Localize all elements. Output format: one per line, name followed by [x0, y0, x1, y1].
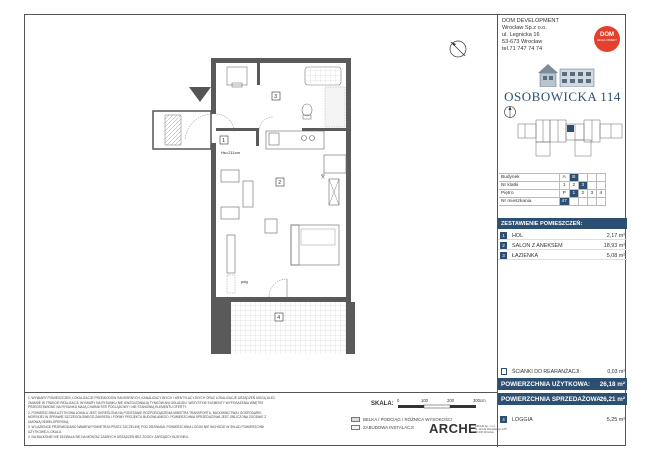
arche-contact: [475, 425, 507, 434]
floor-option-p: P: [559, 190, 569, 198]
room-name: SALON Z ANEKSEM: [512, 243, 563, 249]
note-item: 4. NA BALKONIE NIE ZEZWALA SIĘ NA MONTAŻ ŻADNYCH URZĄDZEŃ BEZ ZGODY ZARZĄDCY BUDYNKU.: [28, 435, 189, 439]
floor-plan-sheet: [24, 14, 626, 446]
staircase-option-2: 2: [569, 182, 578, 190]
sales-area-band: [498, 393, 627, 405]
loggia-row: [498, 414, 627, 425]
sales-area-value: 26,21 m²: [599, 396, 625, 403]
room-number: 2: [500, 242, 507, 249]
building-row: [499, 174, 605, 182]
sales-area-label: POWIERZCHNIA SPRZEDAŻOWA:: [501, 396, 603, 403]
developer-city: 53-673 Wrocław: [502, 39, 543, 45]
usable-area-band: [498, 378, 627, 390]
entrance-arrow: [189, 87, 211, 102]
washing-machine: [227, 67, 247, 85]
installation-zone: [325, 87, 345, 127]
floor-option-2: 2: [578, 190, 587, 198]
scale-tick: 300cm: [473, 398, 486, 403]
rearrangeable-walls-row: [498, 366, 627, 376]
room-label-2: [276, 178, 284, 186]
room-label-4: [275, 313, 283, 321]
svg-text:2: 2: [278, 180, 282, 187]
loggia-number: 4: [500, 416, 507, 423]
scale-tick: 0: [397, 398, 400, 403]
developer-logo: [594, 26, 620, 52]
walls-area: 0,03 m²: [607, 369, 625, 375]
plan-notes: [28, 396, 278, 441]
usable-area-value: 26,18 m²: [599, 381, 625, 388]
arche-logo-wordmark: ARCHE: [429, 421, 478, 436]
apartment-number-label: Nr mieszkania: [499, 198, 559, 206]
staircase-option-3: 3: [578, 182, 587, 190]
svg-text:3: 3: [274, 94, 278, 101]
arche-address: ul. Józefa Piłsudskiego 1/87: [475, 428, 508, 431]
floor-option-3: 3: [587, 190, 596, 198]
room-row: [498, 250, 627, 260]
rooms-summary-title: ZESTAWIENIE POMIESZCZEŃ:: [498, 218, 627, 229]
usable-area-label: POWIERZCHNIA UŻYTKOWA:: [501, 381, 590, 388]
toilet: [302, 104, 312, 116]
balcony-door: [269, 279, 287, 297]
developer-company: Wrocław Sp.z o.o.: [502, 25, 547, 31]
floor-option-4: 4: [596, 190, 605, 198]
apartment-number-row: [499, 198, 605, 206]
room-name: ŁAZIENKA: [512, 253, 539, 259]
floor-row: [499, 190, 605, 198]
arche-city: 00-000 Wrocław: [475, 431, 494, 434]
floor-option-1: 1: [569, 190, 578, 198]
developer-name: DOM DEVELOPMENT: [502, 18, 559, 24]
loggia-area: 5,25 m²: [606, 417, 625, 423]
developer-street: ul. Legnicka 16: [502, 32, 540, 38]
room-label-3: [272, 92, 280, 100]
room-label-1: [220, 136, 228, 144]
developer-contact: [502, 18, 559, 53]
legend-label: BELKA / PODCIĄG / RÓŻNICA WYSOKOŚCI: [363, 417, 453, 422]
floor-plan: [25, 15, 497, 392]
developer-logo-text: DOM: [600, 32, 614, 38]
info-panel: [498, 15, 627, 447]
room-row: [498, 240, 627, 250]
walls-swatch: [501, 368, 507, 375]
scale-bar: [397, 397, 497, 413]
room-number: 1: [500, 232, 507, 239]
legend-swatch: [351, 425, 360, 430]
room-row: [498, 230, 627, 240]
door-note: pdg: [241, 279, 248, 284]
building-label: Budynek: [499, 174, 559, 182]
room-area: 18,93 m²: [603, 243, 625, 249]
keyplan-highlight: [567, 125, 574, 132]
legend-swatch: [351, 417, 360, 422]
walls-label: ŚCIANKI DO REARANŻACJI:: [512, 369, 581, 375]
apartment-details-table: [499, 173, 606, 206]
dining-chair: [221, 170, 239, 182]
room-number: 3: [500, 252, 507, 259]
tv-cabinet: [227, 235, 235, 273]
building-option-a: A: [559, 174, 569, 182]
room-area: 5,08 m²: [606, 253, 625, 259]
scale-tick: 100: [421, 398, 428, 403]
ceiling-height-note: Hs=211cm: [221, 150, 240, 155]
project-name: OSOBOWICKA 114: [504, 89, 621, 104]
scale-label: SKALA:: [371, 401, 394, 407]
building-key-plan: [515, 108, 627, 174]
footer-divider: [25, 392, 497, 393]
legend-label: ZABUDOWA INSTALACJI: [363, 425, 414, 430]
staircase-option-1: 1: [559, 182, 569, 190]
developer-logo-subtext: DEVELOPMENT: [597, 39, 617, 42]
staircase-label: Nr klatki: [499, 182, 559, 190]
svg-text:4: 4: [277, 315, 281, 322]
developer-phone: tel.71 747 74 74: [502, 46, 543, 52]
floor-label: Piętro: [499, 190, 559, 198]
arche-company: ARCHE Sp. z o.o.: [475, 425, 496, 428]
scale-tick: 200: [447, 398, 454, 403]
room-name: HOL: [512, 233, 524, 239]
entrance-vestibule: [153, 111, 211, 149]
loggia-name: LOGGIA: [512, 417, 533, 423]
coffee-table: [265, 219, 277, 233]
building-illustration: [522, 61, 602, 87]
fridge: [324, 155, 346, 173]
building-option-b: B: [569, 174, 578, 182]
kitchen-counter: [266, 131, 324, 149]
dining-table: [243, 181, 253, 207]
room-area: 2,17 m²: [606, 233, 625, 239]
apartment-number-value: 47: [559, 198, 569, 206]
staircase-row: [499, 182, 605, 190]
loggia-floor: [231, 302, 355, 354]
compass-icon: [450, 41, 466, 57]
note-item: 1. WYMIARY POMIESZCZEŃ, LOKALIZACJE PRZEWODÓW SANITARNYCH, KANALIZACYJNYCH I WENTYLACYJNYCH ORAZ LOKALIZACJE URZĄDZEŃ MOGĄ ULEC ZMIANIE W TRAKCIE REALIZACJI. WYMIARY NA RYSUNKU NIE UWZGLĘDNIAJĄ TYNKÓW ANI OKŁADZIN. WSZYSTKIE ELEMENTY WYPOSAŻENIA WNĘTRZ PRZEDSTAWIONE NA RYSUNKU MAJĄ CHARAKTER POGLĄDOWY I NIE STANOWIĄ ELEMENTU OFERTY.: [28, 396, 276, 409]
note-item: 2. POWIERZCHNIA UŻYTKOWA LOKALU JEST OKREŚLONA NA PODSTAWIE ROZPORZĄDZENIA MINISTRA TRANSPORTU, BUDOWNICTWA I GOSPODARKI MORSKIEJ W SPRAWIE SZCZEGÓŁOWEGO ZAKRESU I FORMY PROJEKTU BUDOWLANEGO. POWIERZCHNIA SPRZEDAŻOWA JEST OBLICZONA ZGODNIE Z UMOWĄ DEWELOPERSKĄ.: [28, 410, 267, 424]
note-item: 3. W ŁAZIENCE PRZEWIDZIANO NAWIEW POWIETRZA PRZEZ SZCZELINĘ POD DRZWIAMI. POWIERZCHNIA LOGGII NIE WCHODZI W SKŁAD POWIERZCHNI UŻYTKOWEJ LOKALU.: [28, 425, 265, 434]
svg-text:1: 1: [222, 138, 226, 145]
arche-logo: [429, 415, 508, 445]
